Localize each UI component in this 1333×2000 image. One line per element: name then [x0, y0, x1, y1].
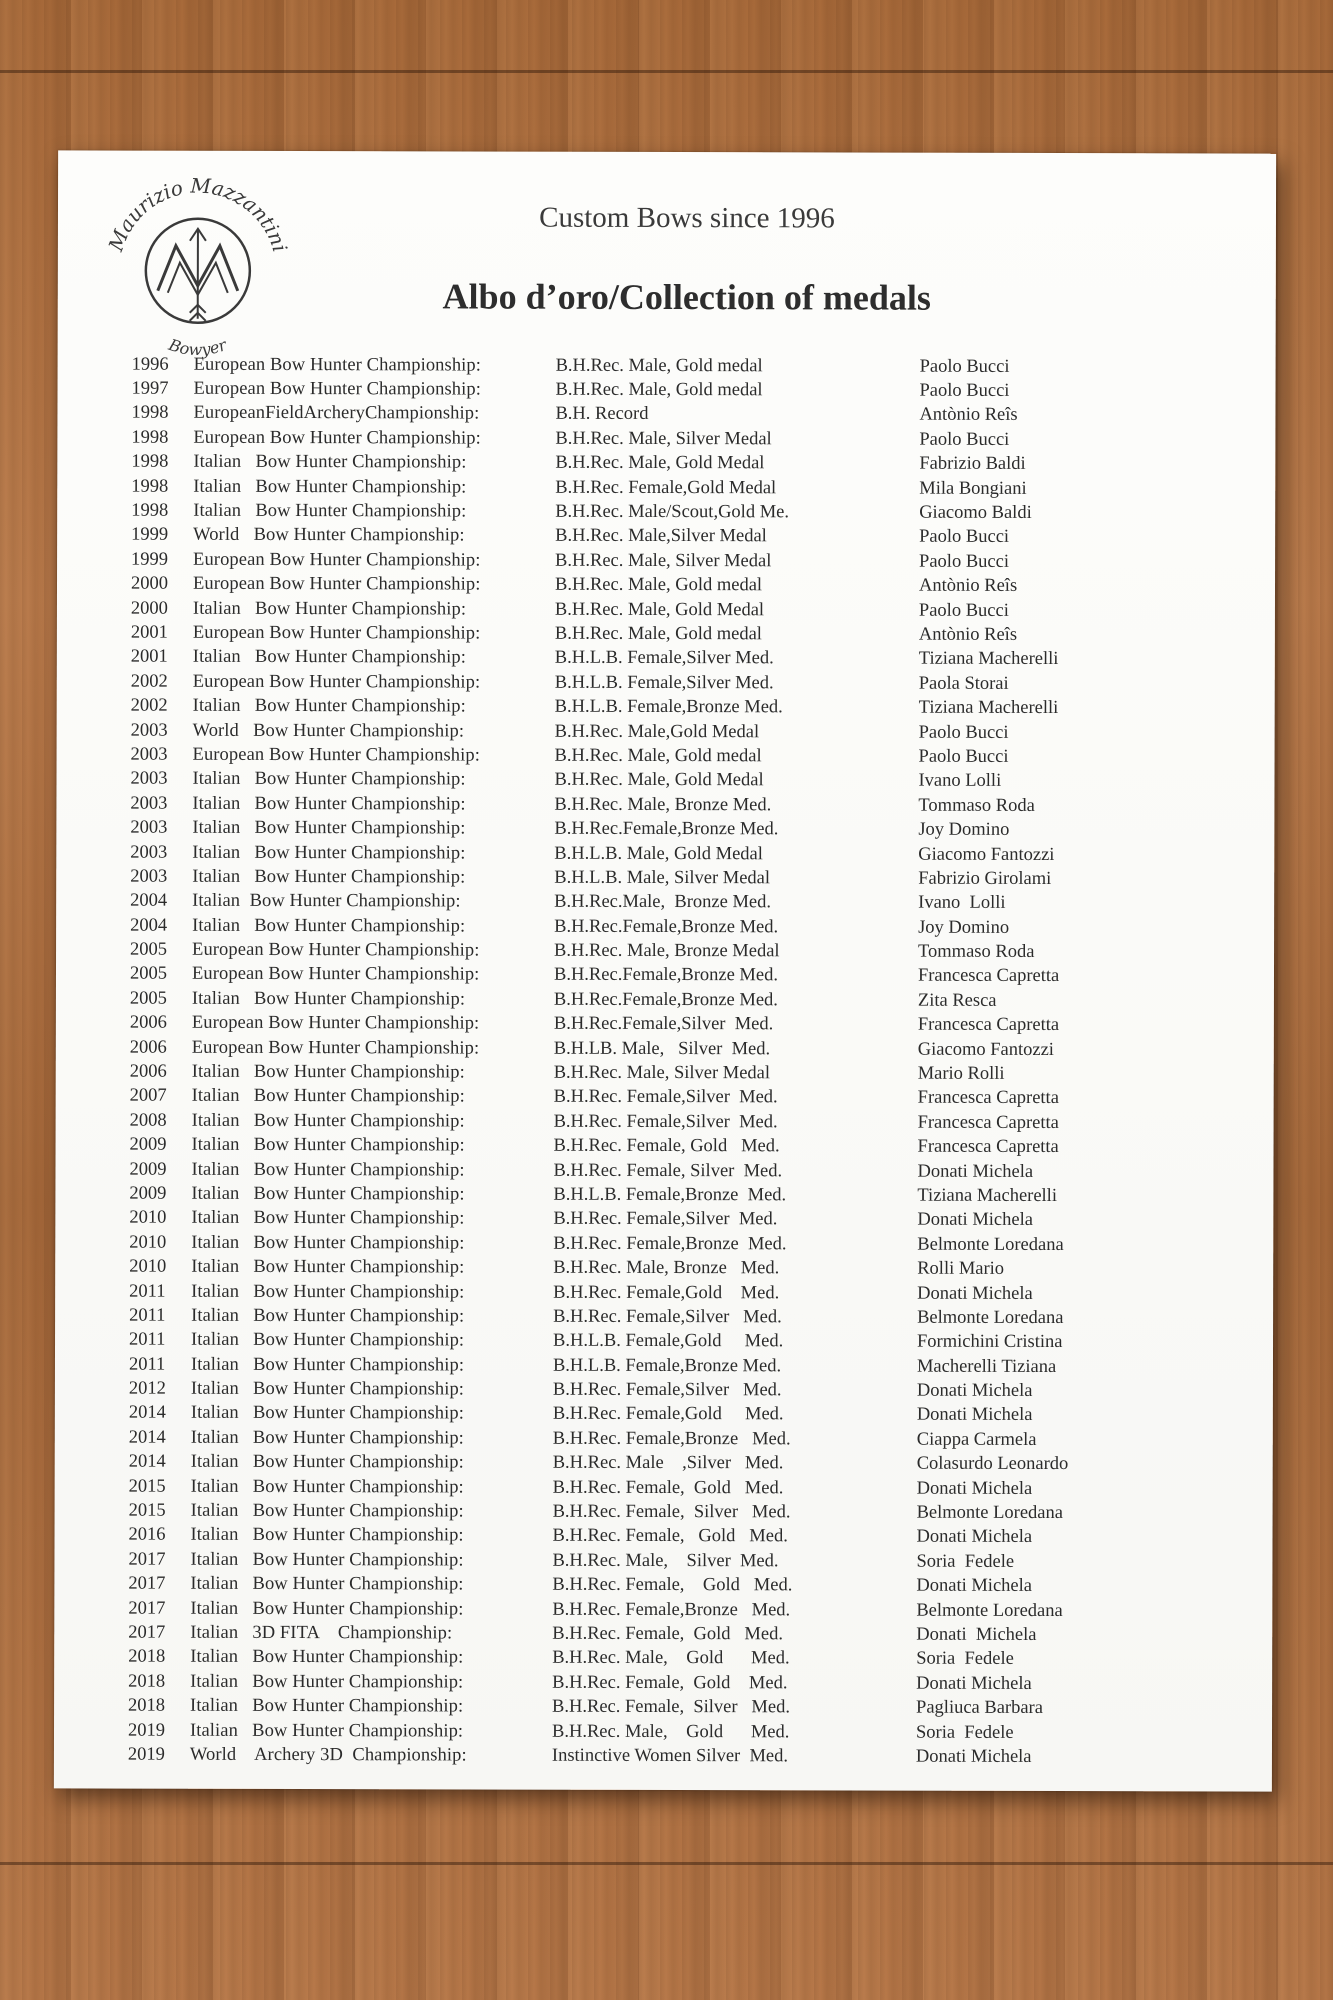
medal-winner: Donati Michela: [915, 1746, 1032, 1767]
medal-event: Italian Bow Hunter Championship:: [191, 1086, 465, 1107]
medal-year: 2018: [128, 1671, 166, 1692]
medal-winner: Tiziana Macherelli: [918, 649, 1059, 670]
medal-category: B.H.Rec. Female, Gold Med.: [552, 1477, 784, 1498]
medal-year: 2003: [130, 720, 168, 741]
medal-event: Italian Bow Hunter Championship:: [191, 1159, 465, 1181]
medal-year: 2003: [130, 744, 168, 765]
medal-event: European Bow Hunter Championship:: [192, 744, 481, 766]
medal-year: 2014: [128, 1451, 166, 1472]
medal-year: 2007: [129, 1086, 167, 1107]
medal-year: 2015: [128, 1476, 166, 1497]
medal-category: B.H.L.B. Male, Silver Medal: [554, 867, 771, 889]
medal-category: B.H.Rec. Female, Gold Med.: [552, 1526, 788, 1547]
medal-row: [126, 914, 1226, 941]
medal-year: 2004: [130, 915, 168, 936]
medal-winner: Paolo Bucci: [919, 356, 1010, 377]
medal-year: 1997: [131, 378, 169, 399]
medal-year: 2003: [130, 817, 168, 838]
medal-event: European Bow Hunter Championship:: [191, 1037, 480, 1059]
medal-event: Italian Bow Hunter Championship:: [193, 476, 467, 498]
medal-row: [124, 1597, 1224, 1624]
medal-winner: Francesca Capretta: [917, 1136, 1059, 1158]
medal-event: Italian Bow Hunter Championship:: [190, 1671, 464, 1693]
medals-sheet: [54, 150, 1276, 1791]
medal-year: 2015: [128, 1500, 166, 1521]
medal-event: European Bow Hunter Championship:: [191, 1012, 480, 1034]
medal-category: B.H.Rec. Female,Bronze Med.: [552, 1428, 791, 1450]
medal-event: Italian Bow Hunter Championship:: [190, 1598, 464, 1620]
medal-winner: Joy Domino: [918, 819, 1010, 841]
medal-row: [127, 645, 1227, 672]
medal-winner: Donati Michela: [916, 1380, 1033, 1402]
logo-top-text: Maurizio Mazzantini: [103, 173, 293, 255]
medal-year: 1999: [131, 549, 169, 570]
medal-row: [125, 1255, 1225, 1282]
medal-row: [126, 816, 1226, 843]
medal-category: B.H.Rec. Female,Gold Med.: [553, 1282, 780, 1303]
medal-row: [124, 1670, 1224, 1697]
medal-event: European Bow Hunter Championship:: [193, 354, 482, 376]
medal-year: 1998: [131, 451, 169, 472]
medal-winner: Pagliuca Barbara: [916, 1697, 1043, 1719]
medal-winner: Ivano Lolli: [918, 770, 1002, 792]
medal-category: B.H.Rec. Male, Gold medal: [554, 574, 763, 596]
medal-year: 1998: [131, 427, 169, 448]
medal-row: [126, 792, 1226, 819]
medal-category: B.H.L.B. Male, Gold Medal: [554, 843, 763, 864]
medal-row: [125, 1182, 1225, 1209]
medal-event: European Bow Hunter Championship:: [191, 964, 480, 985]
medal-event: Italian Bow Hunter Championship:: [190, 1378, 465, 1400]
medal-row: [124, 1718, 1224, 1745]
medal-winner: Tommaso Roda: [918, 941, 1035, 963]
medal-year: 1998: [131, 476, 169, 497]
medal-event: Italian Bow Hunter Championship:: [191, 1330, 465, 1351]
medal-year: 2014: [128, 1427, 166, 1448]
medal-winner: Tommaso Roda: [918, 795, 1035, 816]
medal-category: B.H.Rec. Female,Gold Med.: [552, 1404, 784, 1425]
medal-category: B.H.Rec. Male, Silver Medal: [555, 550, 772, 572]
wood-seam-bottom: [0, 1862, 1333, 1865]
medal-event: Italian Bow Hunter Championship:: [192, 793, 466, 815]
medal-row: [125, 1231, 1225, 1258]
medal-event: Italian Bow Hunter Championship:: [192, 695, 466, 717]
medal-event: Italian Bow Hunter Championship:: [192, 647, 467, 668]
medal-event: Italian Bow Hunter Championship:: [190, 1647, 464, 1668]
medal-category: B.H.Rec. Male, Gold medal: [555, 379, 763, 401]
medal-winner: Joy Domino: [918, 917, 1010, 938]
medal-category: B.H.Rec. Female, Gold Med.: [552, 1574, 793, 1596]
medal-category: B.H.Rec. Female,Silver Med.: [552, 1379, 782, 1401]
medal-year: 1998: [131, 403, 169, 424]
medal-category: B.H.Rec. Male,Silver Medal: [555, 526, 767, 547]
medal-winner: Colasurdo Leonardo: [916, 1453, 1069, 1475]
medal-event: World Bow Hunter Championship:: [192, 720, 465, 742]
medal-winner: Paolo Bucci: [919, 527, 1010, 548]
medal-row: [124, 1743, 1224, 1770]
medal-category: B.H.LB. Male, Silver Med.: [553, 1038, 771, 1059]
medal-winner: Formichini Cristina: [917, 1331, 1063, 1353]
medal-year: 1998: [131, 500, 169, 521]
medal-event: Italian 3D FITA Championship:: [190, 1622, 453, 1644]
medal-event: World Bow Hunter Championship:: [193, 525, 465, 546]
medal-row: [125, 1450, 1225, 1477]
medal-row: [124, 1572, 1224, 1599]
medal-row: [125, 1353, 1225, 1380]
medal-row: [126, 1036, 1226, 1063]
medal-row: [127, 621, 1227, 648]
medal-year: 2002: [130, 671, 168, 692]
medal-category: B.H.Rec.Female,Bronze Med.: [554, 818, 779, 840]
medal-year: 2001: [130, 646, 168, 668]
medal-category: B.H.Rec. Female, Silver Med.: [552, 1696, 790, 1718]
subtitle: Custom Bows since 1996: [539, 201, 835, 235]
medal-row: [124, 1523, 1224, 1550]
medal-year: 2005: [129, 964, 168, 985]
medal-winner: Mila Bongiani: [919, 478, 1027, 499]
medal-row: [127, 377, 1227, 404]
medal-row: [127, 572, 1227, 599]
medal-event: Italian Bow Hunter Championship:: [192, 866, 466, 888]
medal-year: 2014: [128, 1403, 166, 1424]
medal-row: [126, 1109, 1226, 1136]
medal-year: 2001: [130, 622, 168, 643]
medal-year: 2000: [130, 573, 169, 594]
medal-winner: Paolo Bucci: [918, 746, 1009, 767]
medal-category: B.H.Rec. Male, Gold Med.: [551, 1721, 790, 1742]
medal-event: Italian Bow Hunter Championship:: [190, 1427, 464, 1449]
medal-winner: Donati Michela: [916, 1673, 1032, 1694]
medal-event: Italian Bow Hunter Championship:: [190, 1452, 464, 1473]
medal-winner: Soria Fedele: [916, 1649, 1014, 1670]
medal-category: B.H.Rec. Male, Silver Medal: [555, 428, 772, 450]
medal-year: 2006: [129, 1061, 167, 1082]
medal-winner: Fabrizio Girolami: [918, 868, 1052, 889]
medal-event: Italian Bow Hunter Championship:: [191, 1256, 465, 1278]
medal-winner: Donati Michela: [916, 1575, 1033, 1597]
medal-row: [127, 718, 1227, 745]
medal-event: Italian Bow Hunter Championship:: [190, 1500, 464, 1522]
medal-winner: Paolo Bucci: [919, 380, 1010, 401]
medal-row: [125, 1157, 1225, 1184]
medal-year: 1999: [131, 525, 169, 546]
medal-row: [125, 1206, 1225, 1233]
medal-category: B.H.Rec. Female,Silver Med.: [553, 1306, 782, 1328]
medal-event: European Bow Hunter Championship:: [192, 573, 481, 595]
medal-category: B.H.Rec. Female,Silver Med.: [553, 1209, 778, 1230]
medal-year: 2003: [130, 768, 168, 790]
medal-year: 2006: [129, 1012, 167, 1033]
medal-row: [128, 353, 1228, 380]
medal-winner: Donati Michela: [916, 1478, 1033, 1499]
medal-event: European Bow Hunter Championship:: [192, 622, 481, 644]
medal-winner: Paolo Bucci: [919, 429, 1010, 450]
medal-year: 2000: [130, 598, 168, 619]
medal-row: [127, 743, 1227, 770]
medal-year: 2010: [129, 1232, 167, 1253]
medal-row: [126, 1084, 1226, 1111]
medal-category: Instinctive Women Silver Med.: [551, 1745, 789, 1767]
medal-winner: Paola Storai: [918, 673, 1009, 694]
medal-event: Italian Bow Hunter Championship:: [189, 1720, 464, 1742]
medal-row: [124, 1694, 1224, 1721]
medal-year: 2011: [129, 1305, 166, 1326]
medal-event: Italian Bow Hunter Championship:: [192, 915, 466, 937]
medal-event: European Bow Hunter Championship:: [193, 378, 482, 400]
medal-winner: Giacomo Fantozzi: [918, 844, 1055, 865]
medal-winner: Donati Michela: [917, 1210, 1033, 1231]
medal-winner: Fabrizio Baldi: [919, 453, 1026, 475]
medal-winner: Donati Michela: [917, 1283, 1033, 1304]
medal-winner: Belmonte Loredana: [917, 1307, 1064, 1328]
medal-row: [126, 767, 1226, 794]
medal-year: 2019: [127, 1744, 165, 1765]
medal-row: [126, 865, 1226, 892]
medal-event: EuropeanFieldArcheryChampionship:: [193, 403, 480, 424]
medal-event: Italian Bow Hunter Championship:: [192, 769, 466, 790]
medal-event: Italian Bow Hunter Championship:: [190, 1573, 464, 1595]
medal-row: [125, 1499, 1225, 1526]
medal-year: 2005: [130, 939, 168, 960]
medal-winner: Belmonte Loredana: [917, 1234, 1064, 1255]
medal-row: [126, 889, 1226, 916]
medal-winner: Francesca Capretta: [917, 1088, 1059, 1109]
medal-row: [125, 1475, 1225, 1502]
medal-event: Italian Bow Hunter Championship:: [190, 1476, 464, 1498]
medal-category: B.H.L.B. Female,Bronze Med.: [553, 1184, 787, 1206]
medal-table: [124, 353, 1228, 1771]
medal-winner: Zita Resca: [917, 990, 997, 1011]
medal-event: Italian Bow Hunter Championship:: [193, 452, 467, 473]
medal-row: [127, 499, 1227, 526]
medal-category: B.H.Rec. Female, Gold Med.: [553, 1135, 780, 1157]
medal-year: 2017: [128, 1598, 166, 1619]
medal-category: B.H.L.B. Female,Bronze Med.: [554, 696, 783, 718]
medal-year: 2005: [129, 988, 167, 1009]
medal-winner: Soria Fedele: [916, 1551, 1015, 1572]
medal-row: [127, 523, 1227, 550]
medal-winner: Paolo Bucci: [918, 600, 1009, 621]
medal-year: 2011: [128, 1354, 166, 1375]
medal-row: [127, 450, 1227, 477]
medal-row: [126, 1060, 1226, 1087]
medal-row: [124, 1621, 1224, 1648]
medal-winner: Francesca Capretta: [917, 1112, 1059, 1133]
medal-row: [127, 401, 1227, 428]
medal-category: B.H.Rec. Male ,Silver Med.: [552, 1452, 784, 1474]
medal-year: 2019: [127, 1720, 166, 1741]
medal-winner: Tiziana Macherelli: [918, 697, 1059, 719]
medal-event: Italian Bow Hunter Championship:: [190, 1354, 465, 1376]
medal-year: 2018: [128, 1646, 166, 1668]
medal-row: [124, 1645, 1224, 1672]
medal-event: Italian Bow Hunter Championship:: [191, 988, 466, 1010]
medal-category: B.H.Rec.Male, Bronze Med.: [554, 891, 772, 913]
medal-row: [125, 1377, 1225, 1404]
page-title: Albo d’oro/Collection of medals: [442, 276, 931, 318]
medal-winner: Antònio Reîs: [918, 575, 1018, 597]
medal-winner: Antònio Reîs: [919, 405, 1018, 426]
medal-category: B.H.Rec. Male, Silver Med.: [552, 1550, 779, 1572]
medal-year: 2009: [129, 1183, 167, 1204]
medal-winner: Macherelli Tiziana: [916, 1356, 1057, 1377]
medal-year: 2016: [128, 1525, 166, 1546]
medal-year: 2011: [129, 1329, 166, 1351]
medal-year: 2008: [129, 1110, 167, 1131]
medal-row: [125, 1328, 1225, 1355]
medal-year: 2017: [128, 1549, 166, 1570]
medal-row: [127, 694, 1227, 721]
medal-category: B.H.Rec.Female,Silver Med.: [553, 1013, 774, 1035]
medal-category: B.H.L.B. Female,Bronze Med.: [552, 1355, 782, 1377]
medal-event: Italian Bow Hunter Championship:: [191, 1281, 465, 1303]
medal-row: [127, 548, 1227, 575]
wood-seam-top: [0, 70, 1333, 73]
medal-winner: Donati Michela: [916, 1527, 1033, 1548]
medal-category: B.H.Rec.Female,Bronze Med.: [553, 989, 778, 1011]
medal-year: 2017: [128, 1622, 166, 1643]
medal-category: B.H.Rec. Male, Bronze Medal: [554, 940, 780, 962]
medal-row: [126, 938, 1226, 965]
medal-year: 2012: [128, 1378, 166, 1399]
medal-row: [124, 1548, 1224, 1575]
medal-winner: Donati Michela: [916, 1624, 1037, 1645]
medal-category: B.H.Rec. Male, Gold medal: [554, 745, 762, 767]
medal-event: Italian Bow Hunter Championship:: [190, 1695, 464, 1717]
medal-winner: Giacomo Baldi: [919, 502, 1032, 523]
medal-year: 2006: [129, 1037, 167, 1058]
medal-category: B.H.Rec.Female,Bronze Med.: [553, 965, 779, 986]
medal-row: [126, 1133, 1226, 1160]
medal-event: Italian Bow Hunter Championship:: [193, 500, 467, 522]
medal-winner: Rolli Mario: [917, 1258, 1005, 1280]
medal-winner: Donati Michela: [916, 1405, 1033, 1426]
medal-winner: Paolo Bucci: [919, 551, 1010, 572]
medal-year: 2011: [129, 1281, 166, 1302]
medal-category: B.H.Rec. Male, Silver Medal: [553, 1062, 771, 1084]
medal-row: [126, 962, 1226, 989]
medal-year: 2003: [130, 793, 168, 814]
medal-row: [125, 1279, 1225, 1306]
medal-year: 2004: [130, 890, 168, 911]
medal-year: 2003: [130, 866, 168, 887]
medal-winner: Paolo Bucci: [918, 722, 1009, 743]
medal-event: Italian Bow Hunter Championship:: [190, 1403, 465, 1424]
medal-event: European Bow Hunter Championship:: [193, 427, 481, 449]
medal-event: Italian Bow Hunter Championship:: [190, 1525, 464, 1546]
medal-category: B.H.L.B. Female,Silver Med.: [554, 648, 774, 669]
medal-year: 1996: [131, 354, 169, 375]
medal-event: Italian Bow Hunter Championship:: [191, 1061, 465, 1083]
medal-row: [126, 987, 1226, 1014]
medal-row: [127, 596, 1227, 623]
medal-winner: Antònio Reîs: [918, 624, 1018, 645]
medal-category: B.H.Rec. Female,Silver Med.: [553, 1087, 778, 1108]
medal-winner: Ivano Lolli: [918, 892, 1006, 914]
medal-year: 2009: [129, 1159, 167, 1180]
medal-event: Italian Bow Hunter Championship:: [191, 1305, 465, 1327]
logo-bottom-text: Bowyer: [166, 335, 229, 360]
medal-winner: Tiziana Macherelli: [917, 1185, 1058, 1206]
medal-row: [126, 1011, 1226, 1038]
medal-category: B.H.Rec. Male, Gold Med.: [552, 1648, 790, 1669]
medal-row: [125, 1426, 1225, 1453]
medal-event: World Archery 3D Championship:: [189, 1744, 467, 1766]
medal-year: 2010: [129, 1207, 167, 1229]
medal-event: Italian Bow Hunter Championship:: [192, 817, 466, 839]
medal-row: [125, 1304, 1225, 1331]
medal-row: [127, 670, 1227, 697]
medal-event: Italian Bow Hunter Championship:: [191, 1208, 465, 1229]
medal-row: [125, 1401, 1225, 1428]
medal-year: 2009: [129, 1134, 167, 1155]
medal-category: B.H.Rec.Female,Bronze Med.: [554, 916, 779, 937]
medal-category: B.H.Rec. Female,Bronze Med.: [552, 1599, 791, 1620]
medal-year: 2003: [130, 842, 168, 863]
medal-event: Italian Bow Hunter Championship:: [191, 1183, 465, 1205]
medal-year: 2002: [130, 695, 168, 716]
medal-category: B.H.L.B. Female,Gold Med.: [553, 1331, 784, 1352]
medal-event: Italian Bow Hunter Championship:: [192, 891, 461, 912]
medal-winner: Francesca Capretta: [917, 966, 1060, 987]
medal-winner: Giacomo Fantozzi: [917, 1039, 1054, 1060]
medal-category: B.H.Rec. Male, Gold medal: [555, 355, 763, 376]
medal-winner: Mario Rolli: [917, 1063, 1005, 1084]
medal-category: B.H.Rec. Male, Gold Medal: [554, 770, 764, 791]
medal-year: 2017: [128, 1573, 166, 1594]
medal-winner: Donati Michela: [917, 1161, 1034, 1182]
medal-event: European Bow Hunter Championship:: [193, 549, 481, 571]
medal-row: [127, 426, 1227, 453]
medal-category: B.H.Rec. Male, Bronze Med.: [554, 794, 772, 815]
medal-category: B.H.Rec. Female, Silver Med.: [552, 1501, 791, 1523]
medal-row: [126, 840, 1226, 867]
medal-category: B.H.Rec. Male, Gold Medal: [554, 599, 765, 620]
medal-category: B.H.Rec. Male, Gold Medal: [555, 452, 765, 474]
medal-category: B.H.Rec. Female,Gold Medal: [555, 477, 777, 498]
medal-event: Italian Bow Hunter Championship:: [191, 1134, 465, 1156]
medal-winner: Ciappa Carmela: [916, 1429, 1037, 1450]
medal-category: B.H.Rec. Female, Silver Med.: [553, 1160, 783, 1181]
medal-event: European Bow Hunter Championship:: [192, 939, 480, 961]
medal-row: [127, 475, 1227, 502]
medal-year: 2018: [128, 1695, 166, 1716]
medal-year: 2010: [129, 1256, 167, 1277]
medal-category: B.H.Rec. Female, Gold Med.: [552, 1672, 788, 1694]
medal-category: B.H.Rec. Male/Scout,Gold Me.: [555, 501, 790, 523]
medal-category: B.H.Rec. Male,Gold Medal: [554, 721, 760, 742]
medal-category: B.H.Rec. Female,Silver Med.: [553, 1111, 778, 1133]
medal-event: Italian Bow Hunter Championship:: [191, 1232, 465, 1254]
medal-winner: Francesca Capretta: [917, 1014, 1060, 1036]
medal-category: B.H.Rec. Male, Gold medal: [554, 623, 762, 645]
medal-event: European Bow Hunter Championship:: [192, 671, 481, 693]
medal-category: B.H.Rec. Male, Bronze Med.: [553, 1257, 780, 1279]
medal-event: Italian Bow Hunter Championship:: [192, 598, 467, 620]
medal-category: B.H. Record: [555, 404, 649, 425]
medal-category: B.H.Rec. Female, Gold Med.: [552, 1623, 783, 1645]
medal-event: Italian Bow Hunter Championship:: [190, 1549, 464, 1571]
medal-event: Italian Bow Hunter Championship:: [191, 1110, 465, 1132]
medal-event: Italian Bow Hunter Championship:: [192, 842, 466, 863]
medal-winner: Belmonte Loredana: [916, 1600, 1063, 1621]
medal-category: B.H.L.B. Female,Silver Med.: [554, 672, 774, 694]
medal-category: B.H.Rec. Female,Bronze Med.: [553, 1233, 787, 1255]
medal-winner: Belmonte Loredana: [916, 1502, 1064, 1524]
medal-winner: Soria Fedele: [915, 1722, 1014, 1743]
